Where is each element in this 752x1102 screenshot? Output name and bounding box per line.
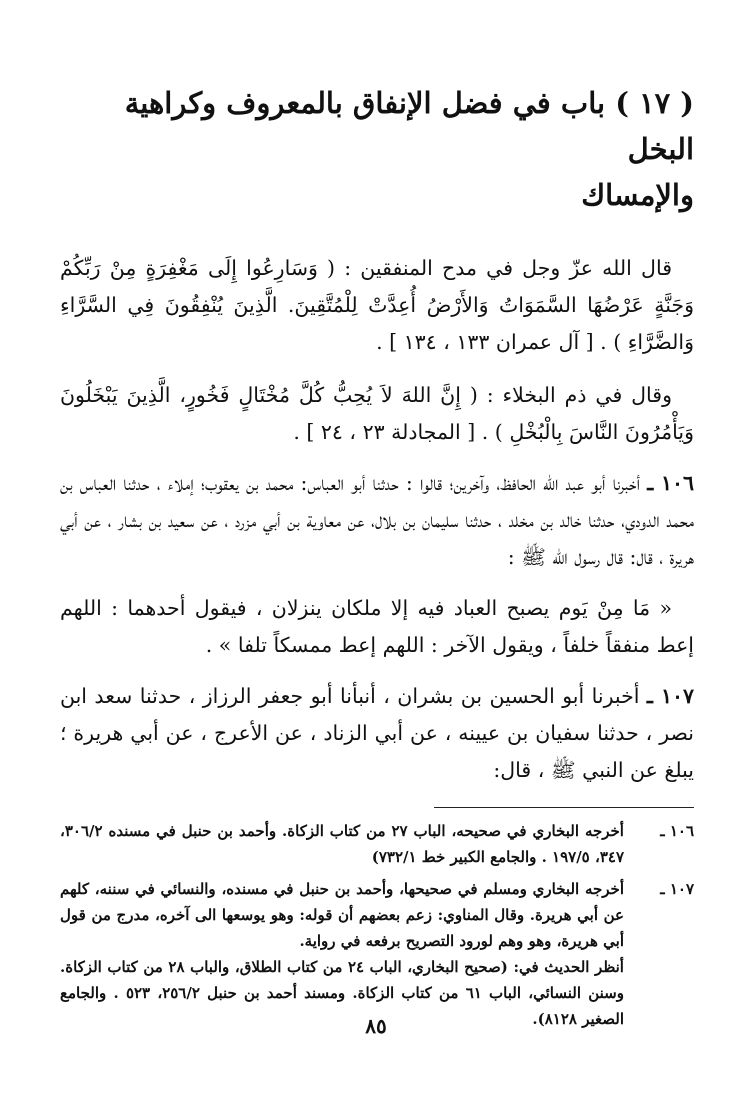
page-number: ٨٥ bbox=[365, 1014, 387, 1038]
footnote-divider bbox=[434, 807, 694, 808]
footnote-106 bbox=[60, 818, 694, 870]
footnote-107-number: ١٠٧ ـ bbox=[660, 880, 694, 898]
footnote-107-text-1: أخرجه البخاري ومسلم في صحيحها، وأحمد بن حنبل في مسنده، والنسائي في سننه، كلهم عن أبي هريرة. وقال المناوي: زعم بعضهم أن قوله: وهو يوسعها الى آخره، مدرج من قول أبي هريرة، وهو وهم لورود التصريح برفعه في رواية. bbox=[60, 880, 624, 950]
quran-verse-paragraph-1: قال الله عزّ وجل في مدح المنفقين : ( وَسَارِعُوا إِلَى مَغْفِرَةٍ مِنْ رَبِّكُمْ وَجَنَّةٍ عَرْضُهَا السَّمَوَاتُ وَالأَرْضُ أُعِدَّتْ لِلْمُتَّقِينَ. الَّذِينَ يُنْفِقُونَ فِي السَّرَّاءِ وَالضَّرَّاءِ ) . [ آل عمران ١٣٣ ، ١٣٤ ] . bbox=[60, 256, 694, 354]
hadith-106-number: ١٠٦ ـ bbox=[647, 471, 694, 495]
footnote-106-text: أخرجه البخاري في صحيحه، الباب ٢٧ من كتاب الزكاة. وأحمد بن حنبل في مسنده ٣٠٦/٢، ٣٤٧، ١٩٧/٥ . والجامع الكبير خط ٧٣٢/١) bbox=[60, 822, 624, 866]
footnote-107-text-2: أنظر الحديث في: (صحيح البخاري، الباب ٢٤ من كتاب الطلاق، والباب ٢٨ من كتاب الزكاة. وسنن النسائي، الباب ٦١ من كتاب الزكاة. ومسند أحمد بن حنبل ٢٥٦/٢، ٥٢٣ . والجامع الصغير ٨١٢٨). bbox=[60, 958, 624, 1028]
quran-verse-paragraph-2: وقال في ذم البخلاء : ( إِنَّ اللهَ لاَ يُحِبُّ كُلَّ مُخْتَالٍ فَخُورٍ، الَّذِينَ يَبْخَلُونَ وَيَأْمُرُونَ النَّاسَ بِالْبُخْلِ ) . [ المجادلة ٢٣ ، ٢٤ ] . bbox=[60, 383, 694, 444]
footnote-107 bbox=[60, 876, 694, 1032]
footnote-106-number: ١٠٦ ـ bbox=[660, 822, 694, 840]
hadith-107-number: ١٠٧ ـ bbox=[646, 684, 694, 708]
hadith-106-chain: أخبرنا أبو عبد الله الحافظ، وآخرين؛ قالوا : حدثنا أبو العباس: محمد بن يعقوب؛ إملاء ، حدثنا العباس بن محمد الدودي، حدثنا خالد بن مخلد ، حدثنا سليمان بن بلال، عن معاوية بن أبي مزرد ، عن سعيد بن بشار ، عن أبي هريرة ، قال: قال رسول الله ﷺ : bbox=[60, 471, 694, 569]
chapter-title-line1: ( ١٧ ) باب في فضل الإنفاق بالمعروف وكراهية البخل bbox=[124, 86, 694, 166]
chapter-title-line2: والإمساك bbox=[581, 178, 694, 212]
chapter-title bbox=[60, 80, 694, 218]
hadith-106-text: « مَا مِنْ يَوم يصبح العباد فيه إلا ملكان ينزلان ، فيقول أحدهما : اللهم إعط منفقاً خلفاً ، ويقول الآخر : اللهم إعط ممسكاً تلفا » . bbox=[60, 596, 694, 657]
hadith-107-chain: أخبرنا أبو الحسين بن بشران ، أنبأنا أبو جعفر الرزاز ، حدثنا سعد ابن نصر ، حدثنا سفيان بن عيينه ، عن أبي الزناد ، عن الأعرج ، عن أبي هريرة ؛ يبلغ عن النبي ﷺ ، قال: bbox=[60, 684, 694, 782]
hadith-106-isnad bbox=[60, 465, 694, 576]
hadith-107-isnad bbox=[60, 678, 694, 789]
